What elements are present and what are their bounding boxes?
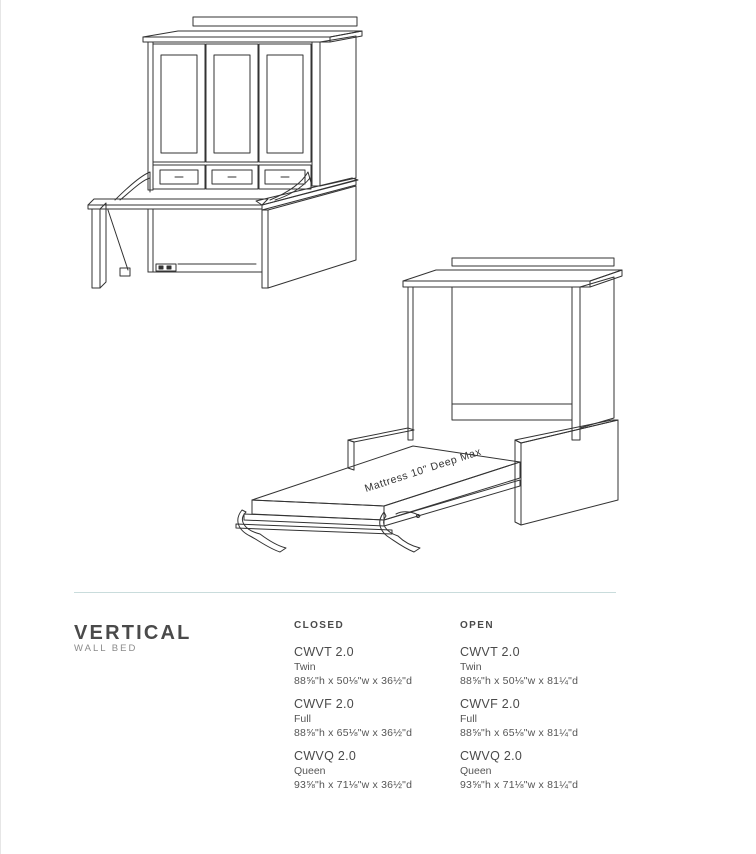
- bed-size: Twin: [460, 661, 482, 673]
- model-name: CWVT 2.0: [294, 645, 354, 659]
- dimensions: 88⅝"h x 50⅛"w x 81¼"d: [460, 675, 579, 687]
- spec-item: [460, 697, 578, 740]
- spec-item: [460, 645, 578, 688]
- bed-size: Queen: [294, 765, 326, 777]
- model-name: CWVF 2.0: [460, 697, 521, 711]
- section-divider: [74, 592, 616, 593]
- spec-item: [294, 697, 412, 740]
- model-name: CWVF 2.0: [294, 697, 355, 711]
- bed-size: Full: [460, 713, 477, 725]
- dimensions: 88⅝"h x 65⅛"w x 36½"d: [294, 727, 413, 739]
- dimensions: 93⅝"h x 71⅛"w x 36½"d: [294, 779, 413, 791]
- column-heading: OPEN: [460, 620, 494, 631]
- model-name: CWVQ 2.0: [460, 749, 523, 763]
- model-name: CWVQ 2.0: [294, 749, 357, 763]
- closed-desk-illustration: [88, 17, 362, 288]
- spec-item: [460, 749, 578, 792]
- bed-size: Twin: [294, 661, 316, 673]
- closed-dimensions-column: [294, 620, 412, 801]
- column-heading: CLOSED: [294, 620, 345, 631]
- open-bed-illustration: [236, 258, 622, 552]
- dimensions: 88⅝"h x 65⅛"w x 81¼"d: [460, 727, 579, 739]
- open-dimensions-column: [460, 620, 578, 801]
- spec-item: [294, 645, 412, 688]
- spec-item: [294, 749, 412, 792]
- product-title-block: [74, 622, 192, 655]
- product-subtitle: WALL BED: [74, 643, 138, 654]
- mattress-label: Mattress 10" Deep Max: [363, 445, 483, 495]
- dimensions: 93⅝"h x 71⅛"w x 81¼"d: [460, 779, 579, 791]
- product-title: VERTICAL: [74, 622, 192, 644]
- bed-size: Queen: [460, 765, 492, 777]
- model-name: CWVT 2.0: [460, 645, 520, 659]
- dimensions: 88⅝"h x 50⅛"w x 36½"d: [294, 675, 413, 687]
- bed-size: Full: [294, 713, 311, 725]
